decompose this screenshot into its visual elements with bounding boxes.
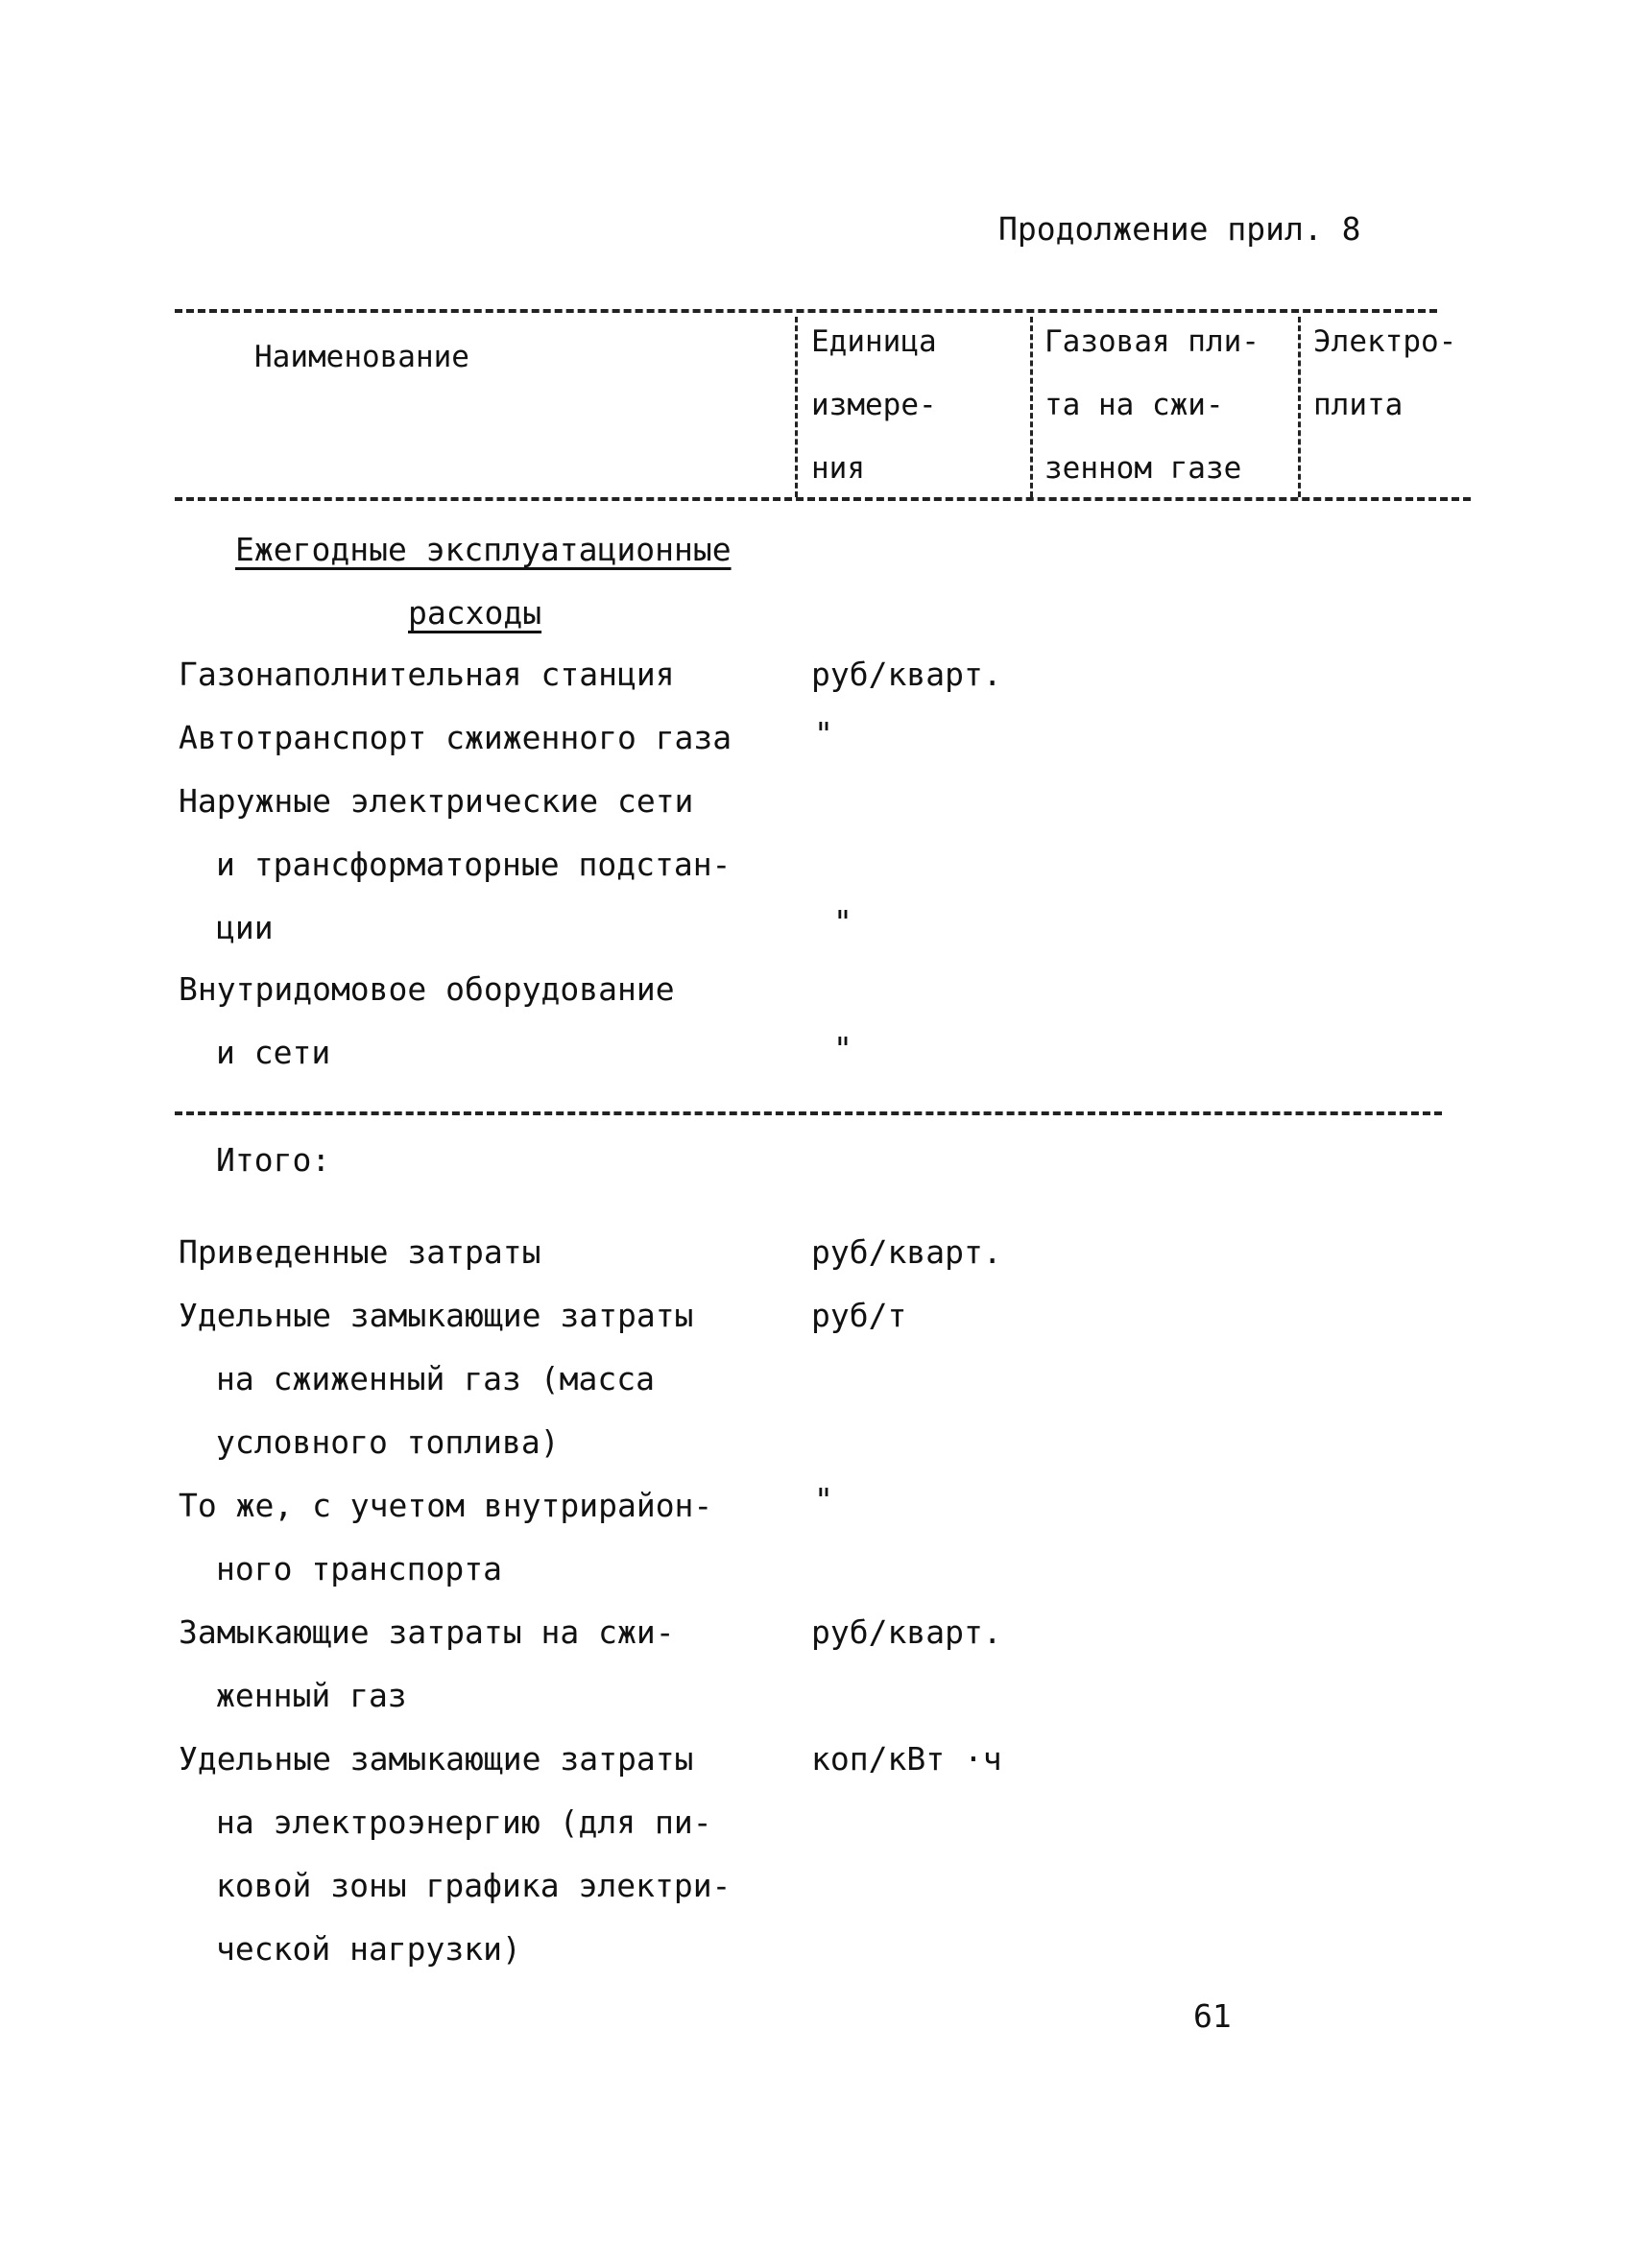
total-label: Итого: [216, 1141, 331, 1179]
column-divider-1 [795, 317, 798, 497]
header-name: Наименование [254, 340, 469, 374]
column-divider-3 [1298, 317, 1301, 497]
continuation-note: Продолжение прил. 8 [998, 210, 1361, 248]
total-rule [175, 1111, 1442, 1115]
column-divider-2 [1030, 317, 1033, 497]
header-top-rule [175, 309, 1437, 313]
header-bottom-rule [175, 497, 1471, 501]
page-number: 61 [1193, 1997, 1232, 2035]
